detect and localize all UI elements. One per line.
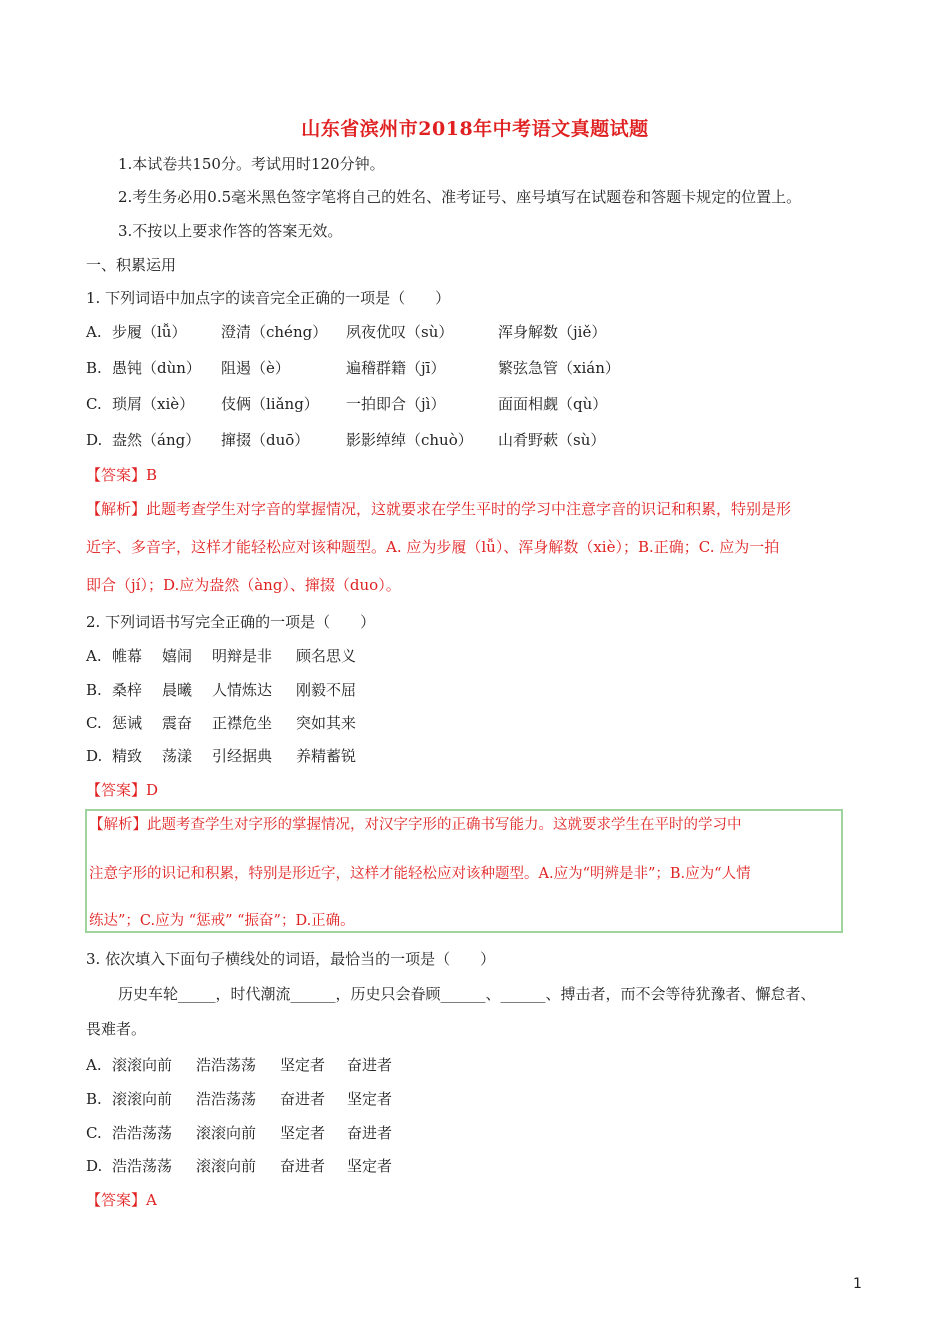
note-3: 3.不按以上要求作答的答案无效。 bbox=[118, 222, 343, 240]
option-term: 奋进者 bbox=[347, 1056, 393, 1074]
option-term: 山肴野蔌（sù） bbox=[498, 431, 606, 449]
option-term: 正襟危坐 bbox=[212, 714, 273, 732]
q2-analysis-line-1: 【解析】此题考查学生对字形的掌握情况，对汉字字形的正确书写能力。这就要求学生在平时的学习中 bbox=[89, 817, 742, 833]
q2-analysis-box bbox=[85, 809, 843, 933]
q1-stem: 1. 下列词语中加点字的读音完全正确的一项是（ ） bbox=[86, 289, 451, 307]
option-term: 滚滚向前 bbox=[112, 1056, 173, 1074]
option-term: 明辩是非 bbox=[212, 647, 273, 665]
q3-stem: 3. 依次填入下面句子横线处的词语，最恰当的一项是（ ） bbox=[86, 950, 496, 968]
option-term: 浑身解数（jiě） bbox=[498, 323, 607, 341]
option-letter: B. bbox=[86, 681, 102, 699]
option-term: 滚滚向前 bbox=[196, 1157, 257, 1175]
option-term: 引经据典 bbox=[212, 747, 273, 765]
option-term: 奋进者 bbox=[280, 1090, 326, 1108]
q1-analysis-line-1: 【解析】此题考查学生对字音的掌握情况，这就要求在学生平时的学习中注意字音的识记和积累，特别是形 bbox=[86, 500, 792, 518]
option-term: 撺掇（duō） bbox=[221, 431, 310, 449]
option-term: 震奋 bbox=[162, 714, 193, 732]
option-letter: C. bbox=[86, 395, 102, 413]
option-term: 浩浩荡荡 bbox=[196, 1056, 257, 1074]
option-term: 人情炼达 bbox=[212, 681, 273, 699]
option-term: 刚毅不屈 bbox=[296, 681, 357, 699]
option-letter: D. bbox=[86, 1157, 103, 1175]
option-letter: D. bbox=[86, 431, 103, 449]
option-letter: A. bbox=[86, 647, 102, 665]
note-2: 2.考生务必用0.5毫米黑色签字笔将自己的姓名、准考证号、座号填写在试题卷和答题卡规定的位置上。 bbox=[118, 188, 802, 206]
option-term: 精致 bbox=[112, 747, 143, 765]
option-term: 琐屑（xiè） bbox=[112, 395, 195, 413]
page-number: 1 bbox=[853, 1276, 862, 1292]
option-letter: A. bbox=[86, 1056, 102, 1074]
q2-analysis-line-2: 注意字形的识记和积累，特别是形近字，这样才能轻松应对该种题型。A.应为“明辨是非”；B.应为“人情 bbox=[89, 866, 751, 882]
option-term: 惩诫 bbox=[112, 714, 143, 732]
option-term: 面面相觑（qù） bbox=[498, 395, 608, 413]
option-term: 坚定者 bbox=[347, 1090, 393, 1108]
option-term: 阻遏（è） bbox=[221, 359, 290, 377]
option-letter: D. bbox=[86, 747, 103, 765]
option-term: 嬉闹 bbox=[162, 647, 193, 665]
option-term: 荡漾 bbox=[162, 747, 193, 765]
option-term: 滚滚向前 bbox=[196, 1124, 257, 1142]
option-term: 一拍即合（jì） bbox=[346, 395, 446, 413]
q3-answer: 【答案】A bbox=[86, 1191, 157, 1209]
option-term: 奋进者 bbox=[347, 1124, 393, 1142]
option-term: 夙夜优叹（sù） bbox=[346, 323, 454, 341]
option-term: 坚定者 bbox=[280, 1056, 326, 1074]
option-term: 伎俩（liǎng） bbox=[221, 395, 319, 413]
section-heading: 一、积累运用 bbox=[86, 256, 177, 274]
option-letter: B. bbox=[86, 1090, 102, 1108]
option-term: 滚滚向前 bbox=[112, 1090, 173, 1108]
option-term: 遍稽群籍（jī） bbox=[346, 359, 446, 377]
option-letter: C. bbox=[86, 714, 102, 732]
note-1: 1.本试卷共150分。考试用时120分钟。 bbox=[118, 155, 385, 173]
option-term: 养精蓄锐 bbox=[296, 747, 357, 765]
option-term: 晨曦 bbox=[162, 681, 193, 699]
page-title: 山东省滨州市2018年中考语文真题试题 bbox=[301, 118, 649, 140]
option-term: 奋进者 bbox=[280, 1157, 326, 1175]
q3-sentence-line-2: 畏难者。 bbox=[86, 1020, 147, 1038]
option-term: 步履（lǚ） bbox=[112, 323, 187, 341]
option-term: 盎然（áng） bbox=[112, 431, 201, 449]
q1-analysis-line-3: 即合（jí）；D.应为盎然（àng）、撺掇（duo）。 bbox=[86, 576, 401, 594]
option-term: 坚定者 bbox=[280, 1124, 326, 1142]
q2-analysis-line-3: 练达”；C.应为 “惩戒” “振奋”；D.正确。 bbox=[89, 913, 355, 929]
option-term: 澄清（chéng） bbox=[221, 323, 328, 341]
q2-stem: 2. 下列词语书写完全正确的一项是（ ） bbox=[86, 613, 376, 631]
option-term: 顾名思义 bbox=[296, 647, 357, 665]
option-letter: A. bbox=[86, 323, 102, 341]
option-term: 浩浩荡荡 bbox=[196, 1090, 257, 1108]
option-letter: C. bbox=[86, 1124, 102, 1142]
option-term: 突如其来 bbox=[296, 714, 357, 732]
q2-answer: 【答案】D bbox=[86, 781, 159, 799]
option-term: 桑梓 bbox=[112, 681, 143, 699]
option-term: 浩浩荡荡 bbox=[112, 1124, 173, 1142]
q1-answer: 【答案】B bbox=[86, 466, 158, 484]
q3-sentence-line-1: 历史车轮_____，时代潮流______，历史只会眷顾______、______、搏击者，而不会等待犹豫者、懈怠者、 bbox=[118, 985, 816, 1003]
q1-analysis-line-2: 近字、多音字，这样才能轻松应对该种题型。A. 应为步履（lǚ）、浑身解数（xiè）；B.正确；C. 应为一拍 bbox=[86, 538, 780, 556]
option-term: 帷幕 bbox=[112, 647, 143, 665]
option-term: 影影绰绰（chuò） bbox=[346, 431, 473, 449]
option-letter: B. bbox=[86, 359, 102, 377]
option-term: 浩浩荡荡 bbox=[112, 1157, 173, 1175]
option-term: 繁弦急管（xián） bbox=[498, 359, 620, 377]
option-term: 愚钝（dùn） bbox=[112, 359, 201, 377]
option-term: 坚定者 bbox=[347, 1157, 393, 1175]
